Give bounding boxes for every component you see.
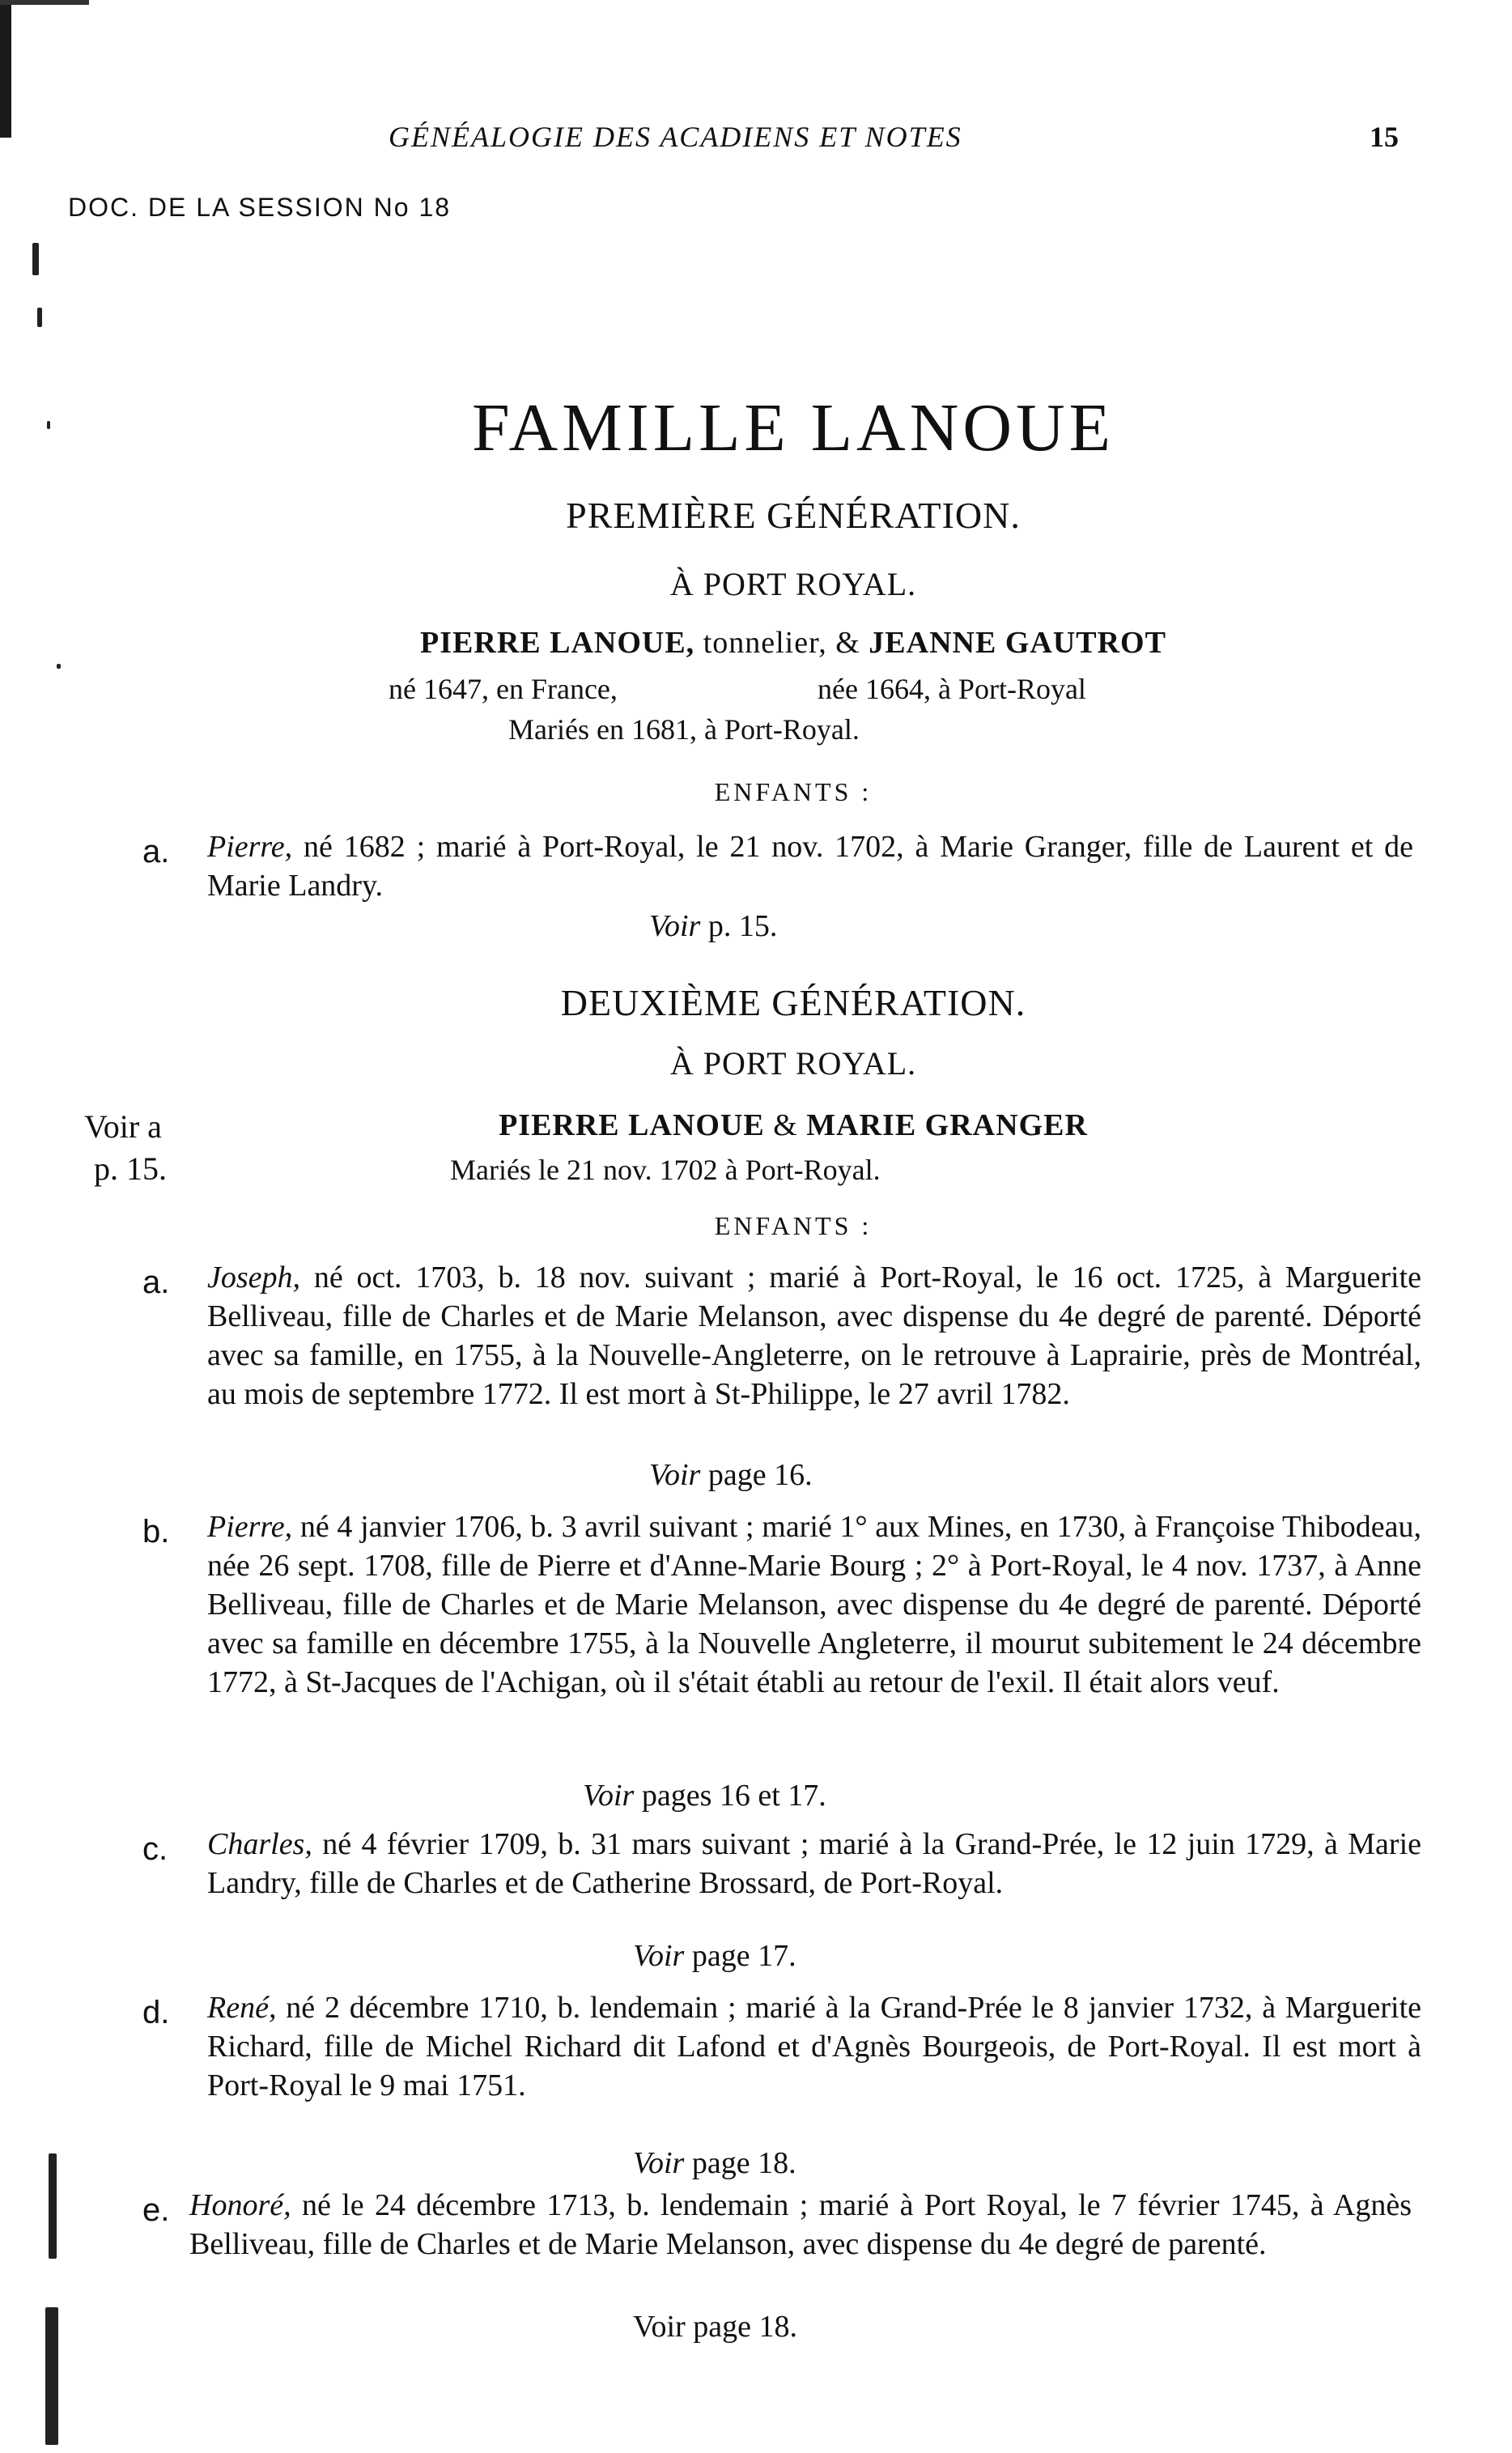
husband-occupation: tonnelier, & <box>703 626 860 660</box>
child-entry <box>189 2186 1412 2264</box>
child-name: Honoré, <box>189 2188 291 2222</box>
child-text: né 4 janvier 1706, b. 3 avril suivant ; marié 1° aux Mines, en 1730, à Françoise Thibodeau, née 26 sept. 1708, fille de Pierre et d'Anne-Marie Bourg ; 2° à Port-Royal, le 4 nov. 1737, à Anne Belliveau, fille de Charles et de Marie Melanson, avec dispense du 4e degré de parenté. Déporté avec sa famille en décembre 1755, à la Nouvelle Angleterre, il mourut subitement le 24 décembre 1772, à St-Jacques de l'Achigan, où il s'était établi au retour de l'exil. Il était alors veuf. <box>207 1510 1422 1699</box>
couple-line-2 <box>210 1107 1376 1143</box>
child-letter: a. <box>142 1265 170 1300</box>
child-letter: d. <box>142 1995 170 2030</box>
marriage-line-2: Mariés le 21 nov. 1702 à Port-Royal. <box>450 1154 881 1186</box>
voir-label: Voir <box>633 1939 685 1973</box>
voir-page: page 18. <box>693 2310 797 2344</box>
voir-reference <box>633 1938 796 1974</box>
voir-reference <box>649 1457 813 1493</box>
running-head: GÉNÉALOGIE DES ACADIENS ET NOTES <box>389 121 962 153</box>
child-name: Pierre, <box>207 1510 293 1544</box>
scan-edge-artifact <box>0 0 57 2453</box>
child-letter: c. <box>142 1831 168 1867</box>
voir-reference <box>649 908 777 944</box>
generation-heading-2: DEUXIÈME GÉNÉRATION. <box>560 982 1026 1023</box>
marriage-line-1: Mariés en 1681, à Port-Royal. <box>508 713 860 746</box>
child-entry <box>207 1507 1421 1702</box>
wife-name: JEANNE GAUTROT <box>869 626 1166 660</box>
generation-heading-1: PREMIÈRE GÉNÉRATION. <box>566 495 1021 536</box>
voir-page: p. 15. <box>707 909 778 943</box>
husband-name: PIERRE LANOUE, <box>420 626 695 660</box>
child-name: René, <box>207 1991 277 2025</box>
wife-name: MARIE GRANGER <box>806 1108 1088 1142</box>
voir-label: Voir <box>633 2146 685 2180</box>
voir-label: Voir <box>633 2310 686 2344</box>
enfants-heading-2: ENFANTS : <box>714 1211 873 1240</box>
wife-birth: née 1664, à Port-Royal <box>818 673 1086 705</box>
voir-label: Voir <box>583 1779 635 1813</box>
ampersand: & <box>773 1108 798 1142</box>
child-letter: b. <box>142 1514 170 1550</box>
husband-birth: né 1647, en France, <box>389 673 618 705</box>
child-text: né 4 février 1709, b. 31 mars suivant ; marié à la Grand-Prée, le 12 juin 1729, à Marie Landry, fille de Charles et de Catherine Brossard, de Port-Royal. <box>207 1827 1421 1900</box>
voir-reference <box>633 2145 796 2181</box>
voir-reference <box>633 2309 797 2345</box>
voir-reference <box>583 1778 826 1813</box>
page-number: 15 <box>1370 121 1399 153</box>
margin-note: Voir a <box>84 1108 162 1145</box>
voir-label: Voir <box>649 909 701 943</box>
child-letter: a. <box>142 834 170 869</box>
family-title: FAMILLE LANOUE <box>471 390 1115 466</box>
child-entry <box>207 1825 1421 1902</box>
couple-line-1 <box>210 625 1376 661</box>
margin-note: p. 15. <box>94 1150 167 1187</box>
voir-page: page 16. <box>707 1458 813 1492</box>
place-heading-1: À PORT ROYAL. <box>669 566 917 602</box>
voir-page: pages 16 et 17. <box>641 1779 826 1813</box>
child-text: né 1682 ; marié à Port-Royal, le 21 nov. 1702, à Marie Granger, fille de Laurent et de Marie Landry. <box>207 830 1414 903</box>
session-label: DOC. DE LA SESSION No 18 <box>68 193 452 222</box>
voir-page: page 18. <box>691 2146 796 2180</box>
child-entry <box>207 827 1413 905</box>
husband-name: PIERRE LANOUE <box>499 1108 765 1142</box>
place-heading-2: À PORT ROYAL. <box>669 1045 917 1082</box>
child-name: Pierre, <box>207 830 293 864</box>
child-entry <box>207 1258 1421 1414</box>
voir-label: Voir <box>649 1458 701 1492</box>
child-letter: e. <box>142 2192 170 2228</box>
voir-page: page 17. <box>691 1939 796 1973</box>
child-name: Joseph, <box>207 1261 301 1295</box>
child-entry <box>207 1988 1421 2105</box>
child-text: né oct. 1703, b. 18 nov. suivant ; marié à Port-Royal, le 16 oct. 1725, à Marguerite Belliveau, fille de Charles et de Marie Melanson, avec dispense du 4e degré de parenté. Déporté avec sa famille, en 1755, à la Nouvelle-Angleterre, on le retrouve à Laprairie, près de Montréal, au mois de septembre 1772. Il est mort à St-Philippe, le 27 avril 1782. <box>207 1261 1422 1411</box>
enfants-heading-1: ENFANTS : <box>714 777 873 806</box>
child-text: né le 24 décembre 1713, b. lendemain ; marié à Port Royal, le 7 février 1745, à Agnès Belliveau, fille de Charles et de Marie Melanson, avec dispense du 4e degré de parenté. <box>189 2188 1412 2261</box>
child-name: Charles, <box>207 1827 312 1861</box>
child-text: né 2 décembre 1710, b. lendemain ; marié à la Grand-Prée le 8 janvier 1732, à Marguerite Richard, fille de Michel Richard dit Lafond et d'Agnès Bourgeois, de Port-Royal. Il est mort à Port-Royal le 9 mai 1751. <box>207 1991 1422 2102</box>
